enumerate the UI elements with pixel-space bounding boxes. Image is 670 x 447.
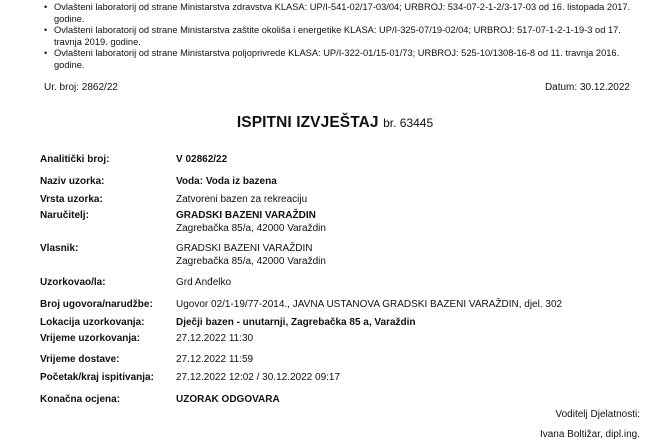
field-value: Dječji bazen - unutarnji, Zagrebačka 85 a, Varaždin (176, 316, 416, 328)
field-narucitelj (40, 210, 640, 235)
field-value: V 02862/22 (176, 154, 228, 165)
field-value: GRADSKI BAZENI VARAŽDIN (176, 243, 313, 255)
accreditation-text: Ovlašteni laboratorij od strane Ministarstva zdravstva KLASA: UP/I-541-02/17-03/04; URBROJ: 534-07-2-1-2/3-17-03 od 16. listopada 2017. godine. (54, 2, 631, 24)
field-label: Vrijeme dostave: (40, 353, 120, 365)
field-label: Analitički broj: (40, 154, 110, 165)
field-label: Broj ugovora/narudžbe: (40, 298, 153, 310)
field-broj-ugovora (40, 299, 640, 312)
report-title-text: ISPITNI IZVJEŠTAJ (236, 114, 379, 131)
accreditation-item (44, 48, 644, 71)
field-vrijeme-dostave (40, 354, 640, 367)
field-analiticki-broj (40, 154, 640, 167)
field-label: Konačna ocjena: (40, 393, 121, 405)
field-vrijeme-uzorkovanja (40, 333, 640, 346)
signature-block (540, 405, 640, 445)
field-value-block (176, 243, 640, 268)
accreditation-item (44, 25, 644, 48)
field-value: Zatvoreni bazen za rekreaciju (176, 193, 308, 205)
field-label: Vrsta uzorka: (40, 193, 103, 205)
field-label: Vlasnik: (40, 243, 79, 255)
field-value: Ugovor 02/1-19/77-2014., JAVNA USTANOVA GRADSKI BAZENI VARAŽDIN, djel. 302 (176, 298, 563, 310)
field-label: Uzorkovao/la: (40, 277, 106, 289)
field-value: 27.12.2022 11:30 (176, 333, 254, 345)
field-lokacija (40, 317, 640, 330)
field-vlasnik (40, 243, 640, 268)
report-date: Datum: 30.12.2022 (544, 82, 630, 93)
field-label: Početak/kraj ispitivanja: (40, 372, 154, 384)
field-naziv-uzorka (40, 176, 640, 189)
field-value-block (176, 210, 640, 235)
field-label: Naručitelj: (40, 210, 89, 222)
signature-name: Ivana Boltižar, dipl.ing. (539, 429, 640, 440)
accreditation-text: Ovlašteni laboratorij od strane Ministarstva zaštite okoliša i energetike KLASA: UP/I-325-07/19-02/04; URBROJ: 517-07-1-2-1-19-3 od 17. travnja 2019. godine. (54, 25, 621, 47)
field-label: Lokacija uzorkovanja: (40, 316, 145, 328)
report-number: br. 63445 (383, 116, 434, 130)
field-value: 27.12.2022 11:59 (176, 353, 254, 365)
field-pocetak-kraj (40, 372, 640, 385)
accreditation-item (44, 2, 644, 25)
field-label: Naziv uzorka: (40, 175, 105, 187)
accreditation-list (44, 2, 644, 71)
field-value: Voda: Voda iz bazena (176, 175, 277, 187)
field-address: Zagrebačka 85/a, 42000 Varaždin (176, 255, 326, 267)
field-label: Vrijeme uzorkovanja: (40, 333, 141, 345)
field-value: Grd Anđelko (176, 277, 232, 289)
field-value: GRADSKI BAZENI VARAŽDIN (176, 210, 316, 222)
report-title (0, 114, 670, 132)
field-value: UZORAK ODGOVARA (176, 393, 280, 405)
bullet-icon: • (44, 48, 48, 58)
field-value: 27.12.2022 12:02 / 30.12.2022 09:17 (176, 372, 341, 384)
ur-broj: Ur. broj: 2862/22 (44, 82, 118, 93)
accreditation-text: Ovlašteni laboratorij od strane Ministarstva poljoprivrede KLASA: UP/I-322-01/15-01/73; URBROJ: 525-10/1308-16-8 od 11. travnja 2016. godine. (54, 48, 620, 70)
report-fields (40, 154, 640, 406)
signature-role: Voditelj Djelatnosti: (555, 409, 640, 420)
bullet-icon: • (44, 2, 48, 12)
field-uzorkovao (40, 277, 640, 290)
field-vrsta-uzorka (40, 194, 640, 207)
bullet-icon: • (44, 25, 48, 35)
field-address: Zagrebačka 85/a, 42000 Varaždin (176, 222, 326, 234)
